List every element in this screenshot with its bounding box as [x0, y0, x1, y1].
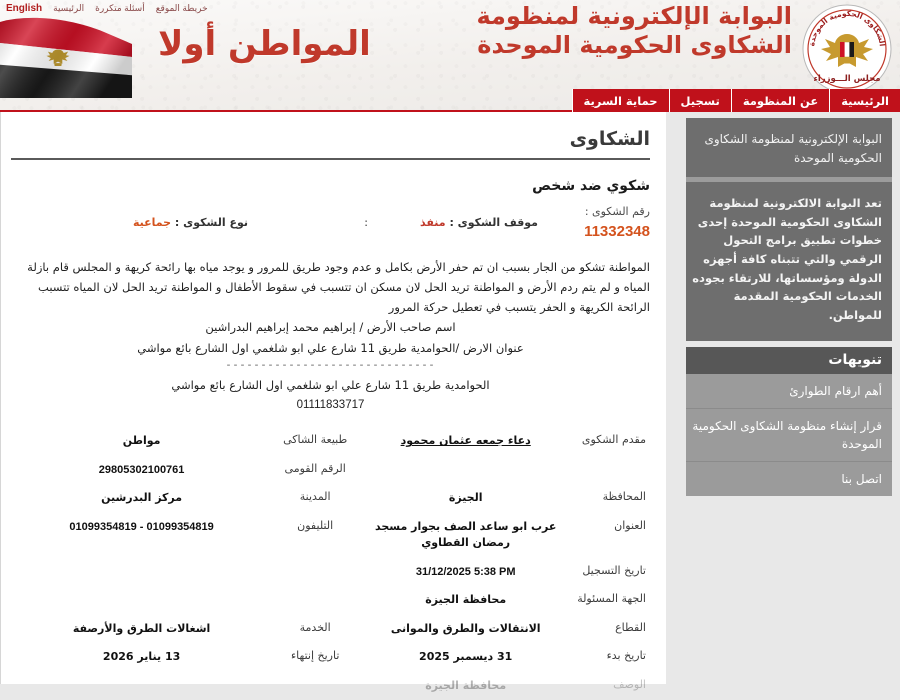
complaint-meta-colon: : [248, 204, 368, 229]
sidebar-section-header: تنويهات [678, 347, 892, 374]
complaint-type [11, 204, 248, 229]
complaint-number-label: رقم الشكوى : [538, 204, 650, 221]
narrative-owner-line: اسم صاحب الأرض / إبراهيم محمد إبراهيم البدراشين [11, 317, 650, 337]
topnav-home[interactable]: الرئيسية [53, 3, 84, 14]
cabinet-seal-logo [800, 2, 894, 96]
detail-label-secondary [272, 586, 358, 615]
table-row [11, 484, 650, 513]
table-row [11, 427, 650, 456]
status-badge: منفذ [420, 216, 446, 229]
sidebar-item-contact-us[interactable]: اتصل بنا [678, 462, 892, 496]
detail-value: 31 ديسمبر 2025 [358, 643, 573, 672]
portal-title [476, 2, 792, 61]
detail-label: الجهة المسئولة [573, 586, 650, 615]
detail-label: القطاع [573, 615, 650, 644]
portal-title-line-1: البوابة الإلكترونية لمنظومة [476, 2, 792, 31]
detail-value-secondary: مواطن [11, 427, 272, 456]
detail-value: دعاء جمعه عثمان محمود [358, 427, 573, 456]
detail-label: العنوان [573, 513, 650, 558]
page-body [0, 112, 900, 684]
detail-label [573, 456, 650, 485]
topnav-english[interactable]: English [6, 3, 42, 14]
detail-value-secondary [11, 558, 272, 587]
sidebar-notices-panel [678, 347, 892, 496]
topnav-site-map[interactable]: خريطة الموقع [156, 3, 208, 14]
complaint-status-label: موقف الشكوى : [449, 216, 538, 229]
complaint-kind: شكوي ضد شخص [11, 178, 650, 194]
complaint-number-value: 11332348 [538, 221, 650, 244]
sidebar-item-establishment-decree[interactable]: قرار إنشاء منظومة الشكاوى الحكومية الموحدة [678, 409, 892, 462]
nav-item-about-system[interactable]: عن المنظومة [731, 89, 829, 112]
detail-value: محافظة الجيزة [358, 586, 573, 615]
table-row [11, 672, 650, 700]
complaint-status [368, 204, 538, 229]
sidebar-link-list [678, 374, 892, 496]
narrative-contact-address: الحوامدية طريق 11 شارع علي ابو شلغمي اول الشارع بائع مواشي [11, 375, 650, 395]
site-slogan: المواطن أولا [158, 24, 371, 64]
detail-value-secondary: مركز البدرشين [11, 484, 272, 513]
table-row [11, 558, 650, 587]
page-title: الشكاوى [11, 112, 650, 158]
detail-label-secondary: طبيعة الشاكى [272, 427, 358, 456]
sidebar-item-emergency-numbers[interactable]: أهم ارقام الطوارئ [678, 374, 892, 409]
topnav-faq[interactable]: أسئلة متكررة [95, 3, 145, 14]
site-header-banner [0, 0, 900, 112]
nav-item-privacy-protection[interactable]: حماية السرية [573, 89, 669, 112]
detail-value: عرب ابو ساعد الصف بجوار مسجد رمضان القطاوي [358, 513, 573, 558]
layout-gutter [666, 112, 686, 684]
table-row [11, 456, 650, 485]
detail-value-secondary: 13 يناير 2026 [11, 643, 272, 672]
detail-label: الوصف [573, 672, 650, 700]
detail-value: الانتقالات والطرق والموانى [358, 615, 573, 644]
egypt-flag-icon [0, 14, 132, 98]
complaint-meta-row [11, 204, 650, 243]
complaint-details-table [11, 427, 650, 700]
table-row [11, 586, 650, 615]
main-content [0, 112, 666, 684]
detail-label-secondary: تاريخ إنتهاء [272, 643, 358, 672]
complaint-narrative [11, 257, 650, 415]
sidebar-intro-title: البوابة الإلكترونية لمنظومة الشكاوى الحكومية الموحدة [678, 118, 892, 175]
detail-label-secondary: المدينة [272, 484, 358, 513]
sidebar-intro-body: تعد البوابة الالكترونية لمنظومة الشكاوى الحكومية الموحدة إحدى خطوات تطبيق برامج التحول الرقمي والتي تتبناه كافة أجهزه الدولة ومؤسساتها، للارتقاء بجوده الخدمات الحكومية المقدمة للمواطن. [678, 182, 892, 340]
narrative-divider: ------------------------------ [11, 358, 650, 376]
detail-label-secondary: التليفون [272, 513, 358, 558]
table-row [11, 513, 650, 558]
sidebar [686, 112, 900, 684]
detail-value-secondary: 29805302100761 [11, 456, 272, 485]
detail-value: 31/12/2025 5:38 PM [358, 558, 573, 587]
detail-label-secondary [272, 672, 358, 700]
detail-label-secondary: الرقم القومى [272, 456, 358, 485]
complaint-type-value: جماعية [133, 216, 171, 229]
complaint-number [538, 204, 650, 243]
complaint-details-body [11, 427, 650, 700]
detail-value-secondary [11, 586, 272, 615]
detail-label: تاريخ بدء [573, 643, 650, 672]
detail-value: الجيزة [358, 484, 573, 513]
portal-title-line-2: الشكاوى الحكومية الموحدة [476, 31, 792, 60]
top-utility-nav [0, 0, 214, 16]
table-row [11, 615, 650, 644]
detail-label-secondary: الخدمة [272, 615, 358, 644]
nav-item-home[interactable]: الرئيسية [829, 89, 900, 112]
detail-label: تاريخ التسجيل [573, 558, 650, 587]
detail-value-secondary [11, 672, 272, 700]
detail-label: المحافظة [573, 484, 650, 513]
detail-label-secondary [272, 558, 358, 587]
detail-label: مقدم الشكوى [573, 427, 650, 456]
narrative-contact-phone: 01111833717 [11, 395, 650, 415]
page-title-rule [11, 158, 650, 160]
detail-value-secondary: 01099354819 - 01099354819 [11, 513, 272, 558]
complaint-type-label: نوع الشكوى : [175, 216, 248, 229]
detail-value: محافظة الجيزة [358, 672, 573, 700]
svg-text:الشكاوى الحكومية الموحدة: الشكاوى الحكومية الموحدة [807, 9, 887, 47]
table-row [11, 643, 650, 672]
narrative-paragraph: المواطنة تشكو من الجار بسبب ان تم حفر الأرض بكامل و عدم وجود طريق للمرور و يوجد مياه بها رائحة كريهة و المجلس قام بازلة المياه و لم يتم ردم الأرض و المواطنة تريد الحل لان مسكن ان تتسبب في سقوط الأطفال و المواطنة تريد الحل لان المياه تتسبب الرائحة الكريهة و الحفر يتسبب في تعطيل حركة المرور [11, 257, 650, 317]
narrative-address-line: عنوان الارض /الحوامدية طريق 11 شارع علي ابو شلغمي اول الشارع بائع مواشي [11, 338, 650, 358]
detail-value-secondary: اشغالات الطرق والأرصفة [11, 615, 272, 644]
seal-caption: مجلس الـــوزراء [813, 74, 880, 84]
main-navigation [572, 89, 900, 112]
nav-item-register[interactable]: تسجيل [669, 89, 731, 112]
detail-value [358, 456, 573, 485]
sidebar-intro-panel [678, 118, 892, 341]
